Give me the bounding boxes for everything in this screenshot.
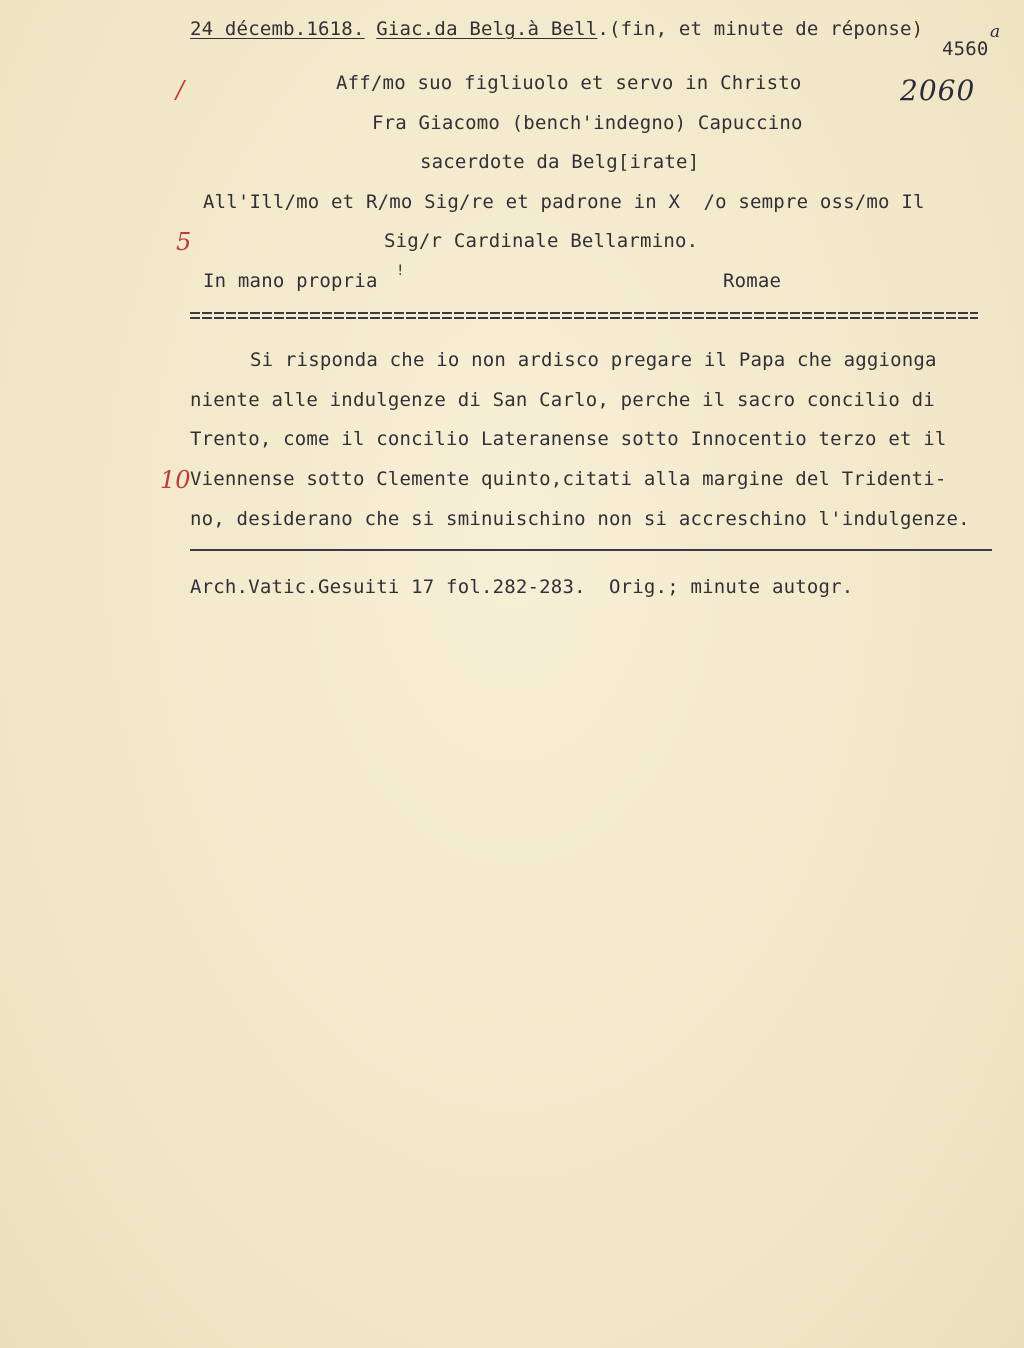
letter-line-1: Aff/mo suo figliuolo et servo in Christo xyxy=(336,72,802,94)
line-marker-5: 5 xyxy=(176,228,192,256)
solid-rule-divider xyxy=(190,549,992,551)
header-route: Giac.da Belg.à Bell xyxy=(376,18,598,40)
reply-line-3: Trento, come il concilio Lateranense sotto Innocentio terzo et il xyxy=(190,428,947,450)
doc-suffix: a xyxy=(990,22,1001,42)
reply-line-1: Si risponda che io non ardisco pregare il Papa che aggionga xyxy=(250,349,937,371)
header-note: .(fin, et minute de réponse) xyxy=(597,18,924,40)
letter-right: Romae xyxy=(723,270,782,292)
doc-number: 4560 xyxy=(942,38,989,60)
letter-line-4: All'Ill/mo et R/mo Sig/re et padrone in X /o sempre oss/mo Il xyxy=(203,191,925,213)
letter-line-5: Sig/r Cardinale Bellarmino. xyxy=(384,230,699,252)
header-date: 24 décemb.1618. xyxy=(190,18,365,40)
double-rule-divider xyxy=(190,312,978,324)
reply-line-5: no, desiderano che si sminuischino non si accreschino l'indulgenze. xyxy=(190,508,970,530)
header-line xyxy=(190,18,923,40)
reply-line-4: Viennense sotto Clemente quinto,citati alla margine del Tridenti- xyxy=(190,468,947,490)
reply-line-2: niente alle indulgenze di San Carlo, perche il sacro concilio di xyxy=(190,389,935,411)
source-citation: Arch.Vatic.Gesuiti 17 fol.282-283. Orig.; minute autogr. xyxy=(190,576,854,598)
letter-line-3: sacerdote da Belg[irate] xyxy=(420,151,700,173)
letter-excl: ! xyxy=(396,263,405,279)
line-marker-1: / xyxy=(176,76,185,104)
handwritten-page-number: 2060 xyxy=(900,74,976,107)
letter-left: In mano propria xyxy=(203,270,378,292)
line-marker-10: 10 xyxy=(160,466,191,494)
letter-line-2: Fra Giacomo (bench'indegno) Capuccino xyxy=(372,112,803,134)
